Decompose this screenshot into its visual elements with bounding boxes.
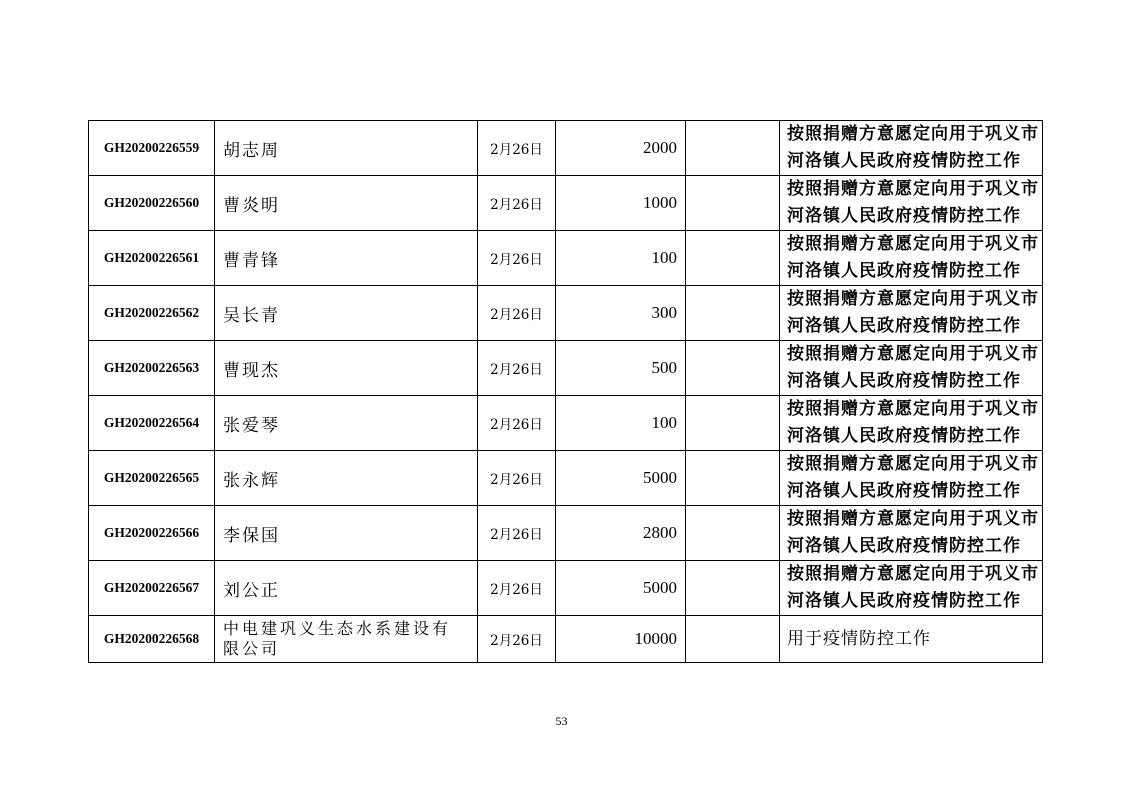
donation-id: GH20200226564 [89,396,215,451]
donation-amount: 300 [556,286,686,341]
donation-purpose [780,451,1043,506]
table-row [89,176,1043,231]
purpose-line-2: 河洛镇人民政府疫情防控工作 [787,536,1021,556]
table-row [89,396,1043,451]
donation-id: GH20200226567 [89,561,215,616]
donation-id: GH20200226566 [89,506,215,561]
donation-purpose [780,286,1043,341]
donation-date: 2月26日 [478,176,556,231]
donation-id: GH20200226563 [89,341,215,396]
purpose-line-2: 河洛镇人民政府疫情防控工作 [787,481,1021,501]
blank-cell [686,341,780,396]
purpose-line-1: 按照捐赠方意愿定向用于巩义市 [787,454,1039,474]
blank-cell [686,396,780,451]
donor-name: 刘公正 [215,561,478,616]
donation-purpose: 用于疫情防控工作 [780,616,1043,663]
table-row [89,341,1043,396]
purpose-line-1: 按照捐赠方意愿定向用于巩义市 [787,124,1039,144]
blank-cell [686,176,780,231]
purpose-line-2: 河洛镇人民政府疫情防控工作 [787,206,1021,226]
purpose-line-1: 按照捐赠方意愿定向用于巩义市 [787,179,1039,199]
donation-date: 2月26日 [478,231,556,286]
donation-purpose [780,396,1043,451]
donor-name-line-2: 限公司 [223,639,281,658]
donation-purpose [780,561,1043,616]
blank-cell [686,616,780,663]
purpose-line-2: 河洛镇人民政府疫情防控工作 [787,371,1021,391]
purpose-line-1: 按照捐赠方意愿定向用于巩义市 [787,289,1039,309]
donation-id: GH20200226568 [89,616,215,663]
donation-amount: 100 [556,396,686,451]
blank-cell [686,506,780,561]
blank-cell [686,121,780,176]
donor-name: 胡志周 [215,121,478,176]
purpose-line-1: 按照捐赠方意愿定向用于巩义市 [787,344,1039,364]
table-row [89,561,1043,616]
purpose-line-1: 按照捐赠方意愿定向用于巩义市 [787,509,1039,529]
donation-date: 2月26日 [478,616,556,663]
donation-date: 2月26日 [478,341,556,396]
donation-amount: 2800 [556,506,686,561]
purpose-line-1: 按照捐赠方意愿定向用于巩义市 [787,234,1039,254]
table-row [89,121,1043,176]
donation-amount: 1000 [556,176,686,231]
blank-cell [686,451,780,506]
table-row [89,231,1043,286]
donor-name: 吴长青 [215,286,478,341]
donation-id: GH20200226559 [89,121,215,176]
donation-id: GH20200226560 [89,176,215,231]
donation-purpose [780,506,1043,561]
donation-date: 2月26日 [478,396,556,451]
donor-name: 张永辉 [215,451,478,506]
purpose-line-1: 按照捐赠方意愿定向用于巩义市 [787,399,1039,419]
purpose-line-2: 河洛镇人民政府疫情防控工作 [787,426,1021,446]
donation-id: GH20200226561 [89,231,215,286]
donation-date: 2月26日 [478,451,556,506]
donation-date: 2月26日 [478,121,556,176]
purpose-line-2: 河洛镇人民政府疫情防控工作 [787,261,1021,281]
donor-name: 李保国 [215,506,478,561]
donation-purpose [780,231,1043,286]
purpose-line-2: 河洛镇人民政府疫情防控工作 [787,316,1021,336]
donation-table [88,120,1043,663]
donor-name: 张爱琴 [215,396,478,451]
donation-date: 2月26日 [478,286,556,341]
donation-id: GH20200226562 [89,286,215,341]
blank-cell [686,231,780,286]
donation-amount: 500 [556,341,686,396]
table-row [89,286,1043,341]
donation-date: 2月26日 [478,561,556,616]
donor-name-line-1: 中电建巩义生态水系建设有 [223,619,452,638]
purpose-line-2: 河洛镇人民政府疫情防控工作 [787,151,1021,171]
donor-name: 曹现杰 [215,341,478,396]
donation-amount: 2000 [556,121,686,176]
purpose-line-2: 河洛镇人民政府疫情防控工作 [787,591,1021,611]
donation-date: 2月26日 [478,506,556,561]
donor-name: 曹炎明 [215,176,478,231]
donation-purpose [780,121,1043,176]
donor-name [215,616,478,663]
donation-amount: 100 [556,231,686,286]
blank-cell [686,561,780,616]
donation-purpose [780,176,1043,231]
table-row [89,451,1043,506]
donation-purpose [780,341,1043,396]
donation-amount: 5000 [556,561,686,616]
table-row [89,506,1043,561]
table-row [89,616,1043,663]
page-number: 53 [555,714,568,728]
donation-amount: 10000 [556,616,686,663]
donation-amount: 5000 [556,451,686,506]
donation-id: GH20200226565 [89,451,215,506]
donor-name: 曹青锋 [215,231,478,286]
blank-cell [686,286,780,341]
purpose-line-1: 按照捐赠方意愿定向用于巩义市 [787,564,1039,584]
